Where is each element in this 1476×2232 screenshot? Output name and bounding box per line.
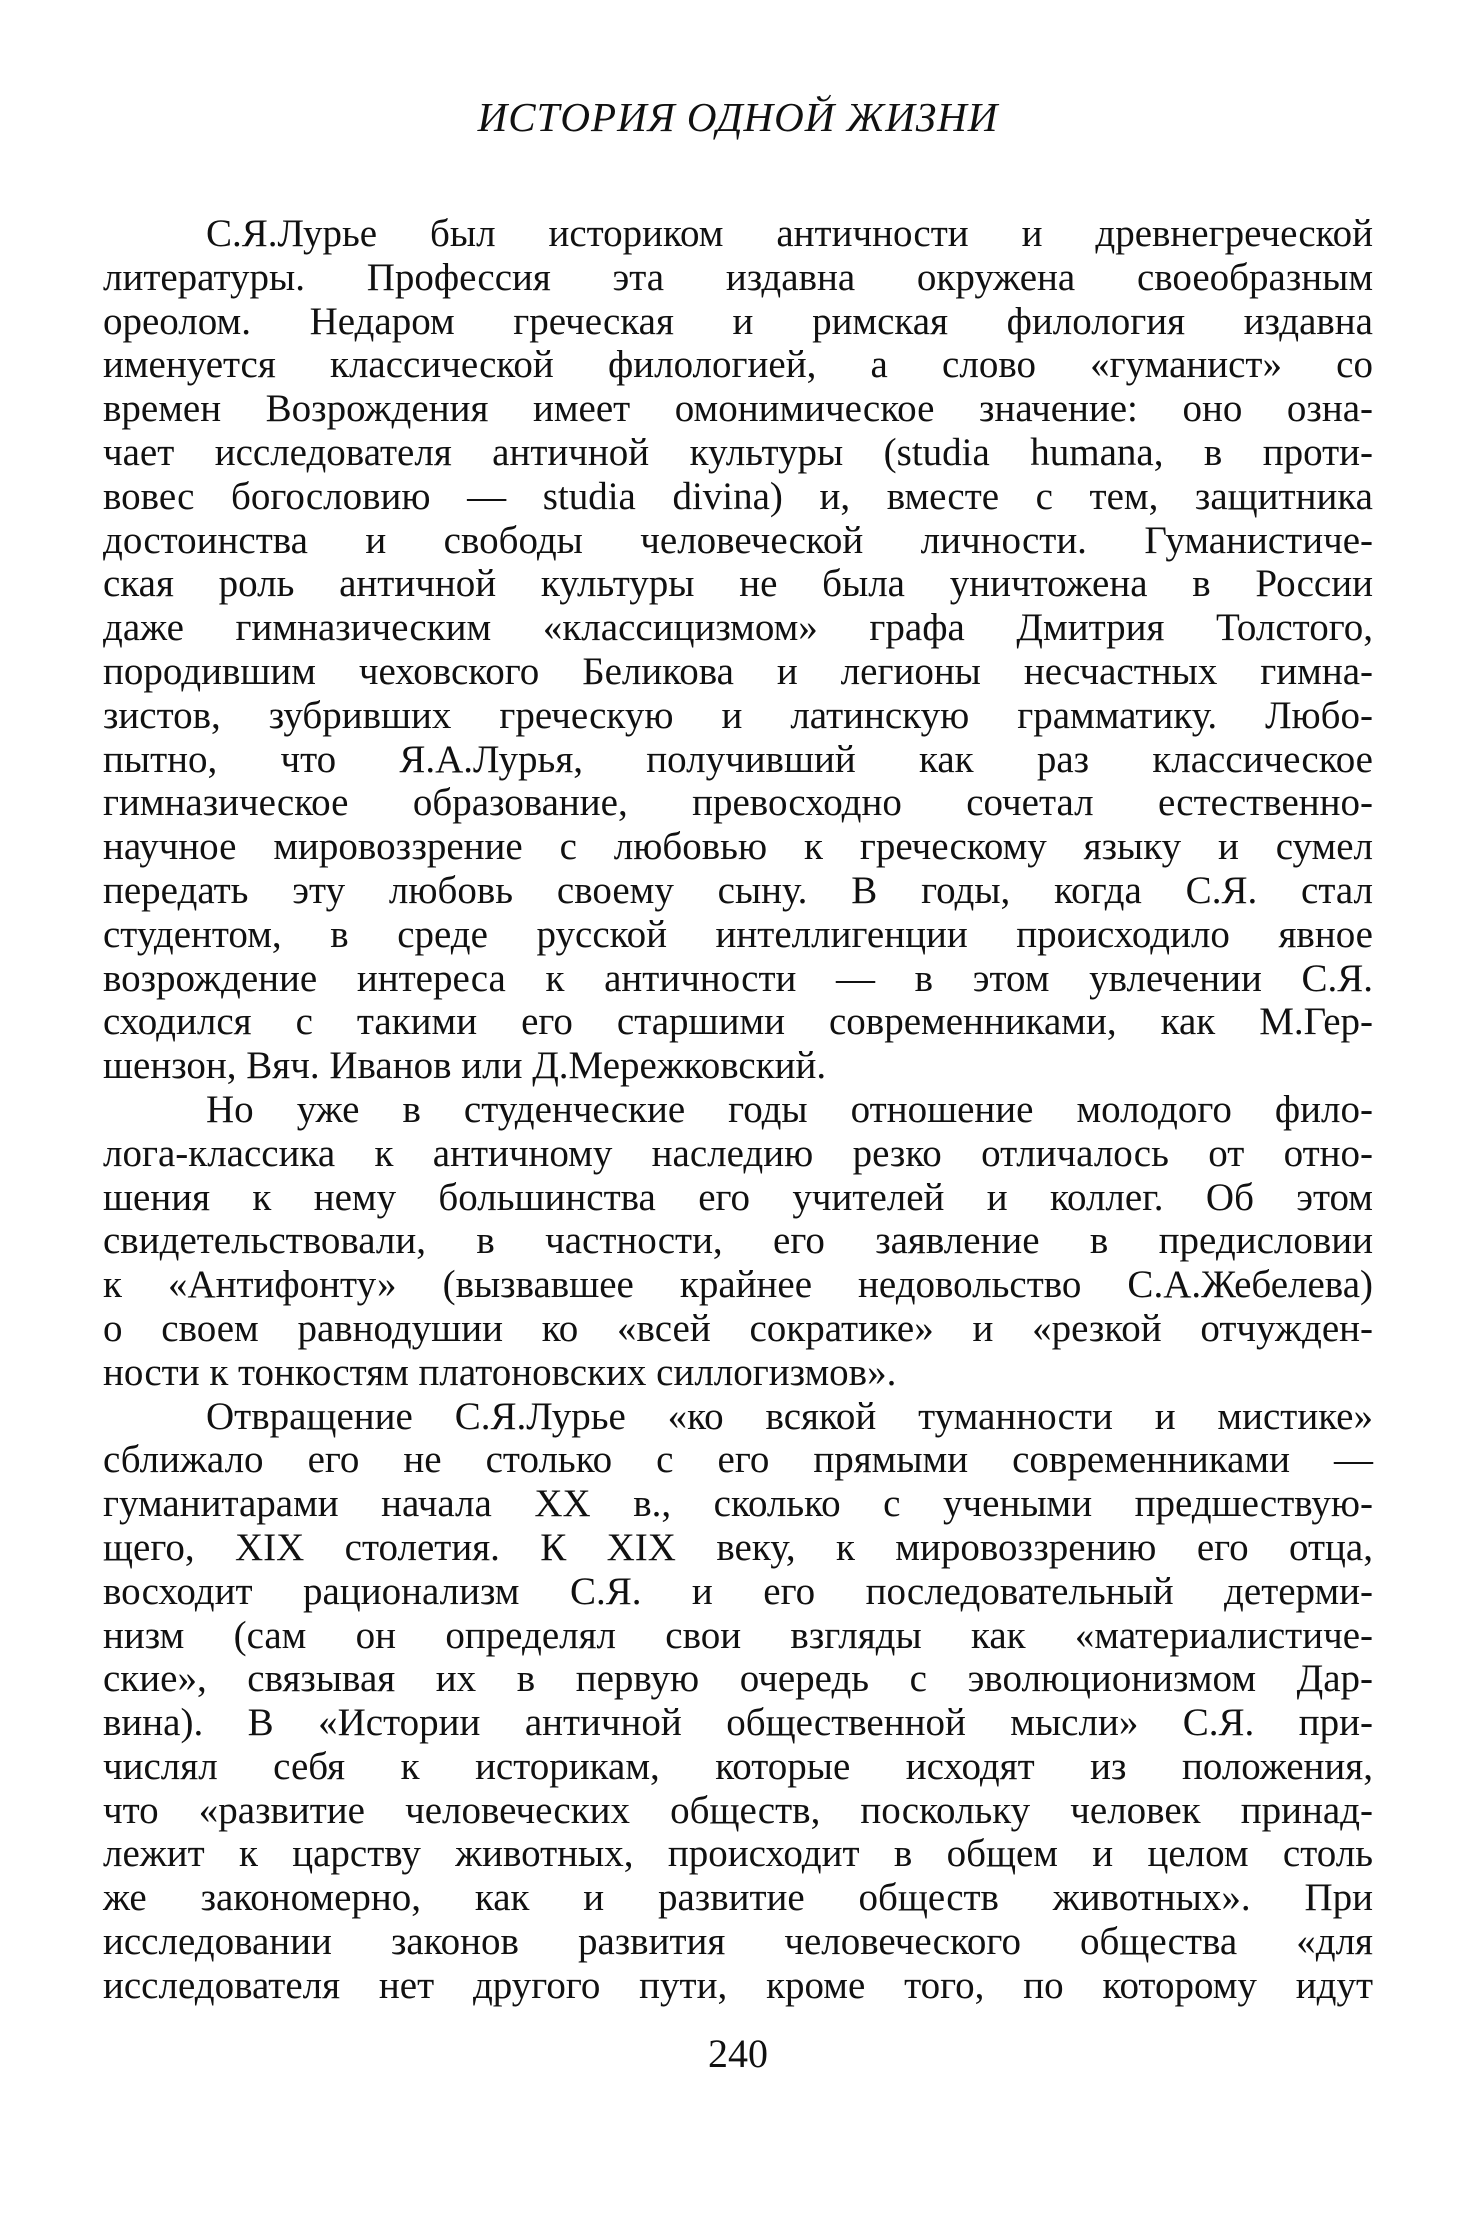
paragraph-2 — [103, 1088, 1373, 1395]
text-line: о своем равнодушии ко «всей сократике» и «резкой отчужден- — [103, 1306, 1373, 1350]
text-line: достоинства и свободы человеческой личности. Гуманистиче- — [103, 518, 1373, 562]
text-line: вовес богословию — studia divina) и, вместе с тем, защитника — [103, 474, 1373, 518]
text-line: именуется классической филологией, а слово «гуманист» со — [103, 343, 1373, 387]
text-line: ская роль античной культуры не была уничтожена в России — [103, 562, 1373, 606]
text-line: свидетельствовали, в частности, его заявление в предисловии — [103, 1219, 1373, 1263]
text-line: гуманитарами начала XX в., сколько с учеными предшествую- — [103, 1482, 1373, 1526]
paragraph-1 — [103, 212, 1373, 1088]
text-line: зистов, зубривших греческую и латинскую грамматику. Любо- — [103, 693, 1373, 737]
text-line: вина). В «Истории античной общественной мысли» С.Я. при- — [103, 1701, 1373, 1745]
text-line: возрождение интереса к античности — в этом увлечении С.Я. — [103, 956, 1373, 1000]
text-line: исследовании законов развития человеческого общества «для — [103, 1920, 1373, 1964]
text-line: шения к нему большинства его учителей и коллег. Об этом — [103, 1175, 1373, 1219]
text-line: сближало его не столько с его прямыми современниками — — [103, 1438, 1373, 1482]
text-line: щего, XIX столетия. К XIX веку, к мировоззрению его отца, — [103, 1525, 1373, 1569]
text-line: даже гимназическим «классицизмом» графа Дмитрия Толстого, — [103, 606, 1373, 650]
text-line: восходит рационализм С.Я. и его последовательный детерми- — [103, 1569, 1373, 1613]
text-line: научное мировоззрение с любовью к греческому языку и сумел — [103, 825, 1373, 869]
text-line: гимназическое образование, превосходно сочетал естественно- — [103, 781, 1373, 825]
text-line: лога-классика к античному наследию резко отличалось от отно- — [103, 1131, 1373, 1175]
page-number: 240 — [708, 2031, 768, 2076]
text-line: ности к тонкостям платоновских силлогизмов». — [103, 1350, 897, 1394]
paragraph-3 — [103, 1395, 1373, 2008]
text-line: лежит к царству животных, происходит в общем и целом столь — [103, 1832, 1373, 1876]
text-line: к «Антифонту» (вызвавшее крайнее недовольство С.А.Жебелева) — [103, 1263, 1373, 1307]
text-line: ские», связывая их в первую очередь с эволюционизмом Дар- — [103, 1657, 1373, 1701]
text-line: исследователя нет другого пути, кроме того, по которому идут — [103, 1963, 1373, 2007]
text-line: пытно, что Я.А.Лурья, получивший как раз классическое — [103, 737, 1373, 781]
text-line: сходился с такими его старшими современниками, как М.Гер- — [103, 1000, 1373, 1044]
text-line: что «развитие человеческих обществ, поскольку человек принад- — [103, 1788, 1373, 1832]
body-text — [103, 212, 1373, 2008]
text-line: породившим чеховского Беликова и легионы несчастных гимна- — [103, 649, 1373, 693]
text-line: времен Возрождения имеет омонимическое значение: оно озна- — [103, 387, 1373, 431]
running-head: ИСТОРИЯ ОДНОЙ ЖИЗНИ — [477, 94, 999, 140]
text-line: студентом, в среде русской интеллигенции происходило явное — [103, 912, 1373, 956]
text-line: же закономерно, как и развитие обществ животных». При — [103, 1876, 1373, 1920]
text-line: С.Я.Лурье был историком античности и древнегреческой — [206, 212, 1373, 255]
text-line: шензон, Вяч. Иванов или Д.Мережковский. — [103, 1044, 827, 1088]
text-line: чает исследователя античной культуры (studia humana, в проти- — [103, 430, 1373, 474]
text-line: Но уже в студенческие годы отношение молодого фило- — [206, 1087, 1373, 1131]
text-line: передать эту любовь своему сыну. В годы, когда С.Я. стал — [103, 868, 1373, 912]
text-line: ореолом. Недаром греческая и римская филология издавна — [103, 299, 1373, 343]
text-line: Отвращение С.Я.Лурье «ко всякой туманности и мистике» — [206, 1394, 1373, 1438]
text-line: литературы. Профессия эта издавна окружена своеобразным — [103, 255, 1373, 299]
text-line: числял себя к историкам, которые исходят из положения, — [103, 1744, 1373, 1788]
text-line: низм (сам он определял свои взгляды как «материалистиче- — [103, 1613, 1373, 1657]
